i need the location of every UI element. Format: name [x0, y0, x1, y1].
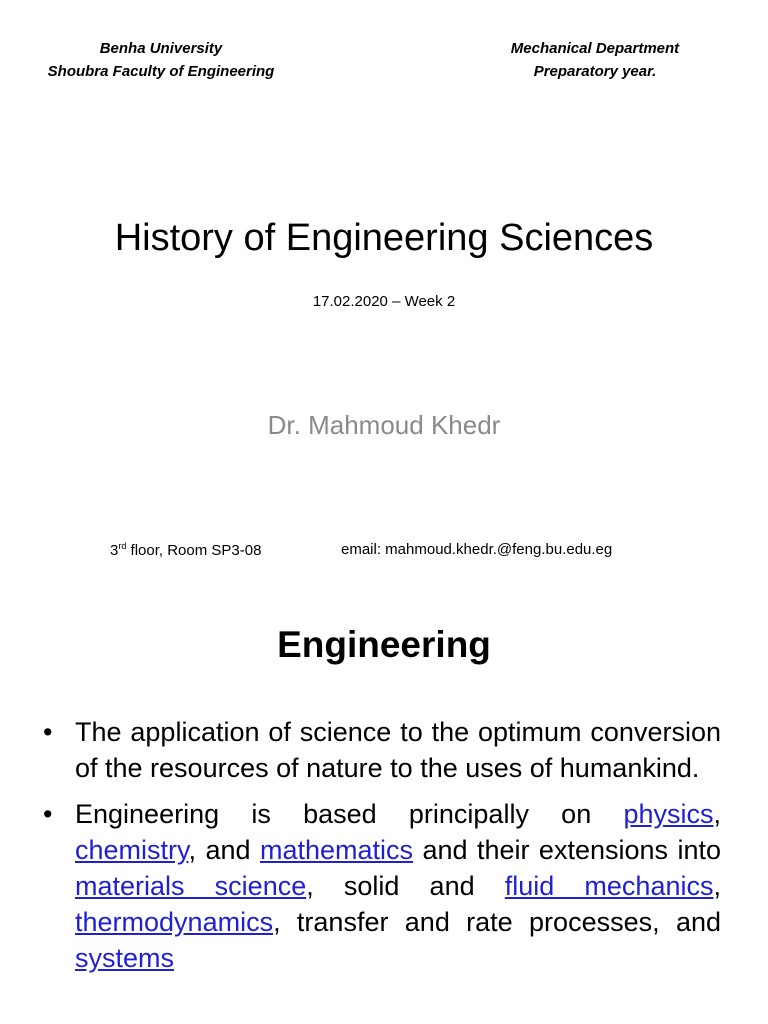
slide-title: Engineering: [277, 624, 491, 665]
thermodynamics-link[interactable]: thermodynamics: [75, 907, 274, 937]
fluid-mechanics-link[interactable]: fluid mechanics: [504, 871, 714, 901]
engineering-slide: [0, 590, 768, 1024]
bullet-text-basis: Engineering is based principally on physics, chemistry, and mathematics and their extensions into materials science, solid and fluid mechanics, thermodynamics, transfer and rate processes, and systems: [75, 799, 721, 973]
systems-link[interactable]: systems: [75, 943, 175, 973]
room-text: floor, Room SP3-08: [126, 542, 262, 559]
university-name: Benha University: [99, 40, 223, 57]
bullet-list: [43, 714, 733, 986]
bullet-dot: •: [43, 799, 53, 829]
bullet-dot: •: [43, 717, 53, 747]
year-name: Preparatory year.: [533, 63, 657, 80]
department-name: Mechanical Department: [510, 40, 680, 57]
email-contact: email: mahmoud.khedr.@feng.bu.edu.eg: [341, 541, 613, 558]
floor-number: 3: [110, 542, 119, 559]
faculty-name: Shoubra Faculty of Engineering: [47, 63, 275, 80]
list-item: [43, 714, 733, 786]
list-item: [43, 796, 733, 976]
physics-link[interactable]: physics: [623, 799, 714, 829]
lecture-title: History of Engineering Sciences: [114, 217, 654, 259]
department-header: [455, 37, 735, 83]
office-location: [110, 541, 261, 559]
floor-ordinal: rd: [118, 541, 127, 551]
materials-science-link[interactable]: materials science: [75, 871, 307, 901]
university-header: [20, 37, 302, 83]
mathematics-link[interactable]: mathematics: [259, 835, 414, 865]
chemistry-link[interactable]: chemistry: [75, 835, 189, 865]
author-name: Dr. Mahmoud Khedr: [267, 410, 501, 440]
bullet-text-definition: The application of science to the optimum conversion of the resources of nature to the uses of humankind.: [75, 717, 721, 783]
lecture-date: 17.02.2020 – Week 2: [312, 293, 456, 310]
